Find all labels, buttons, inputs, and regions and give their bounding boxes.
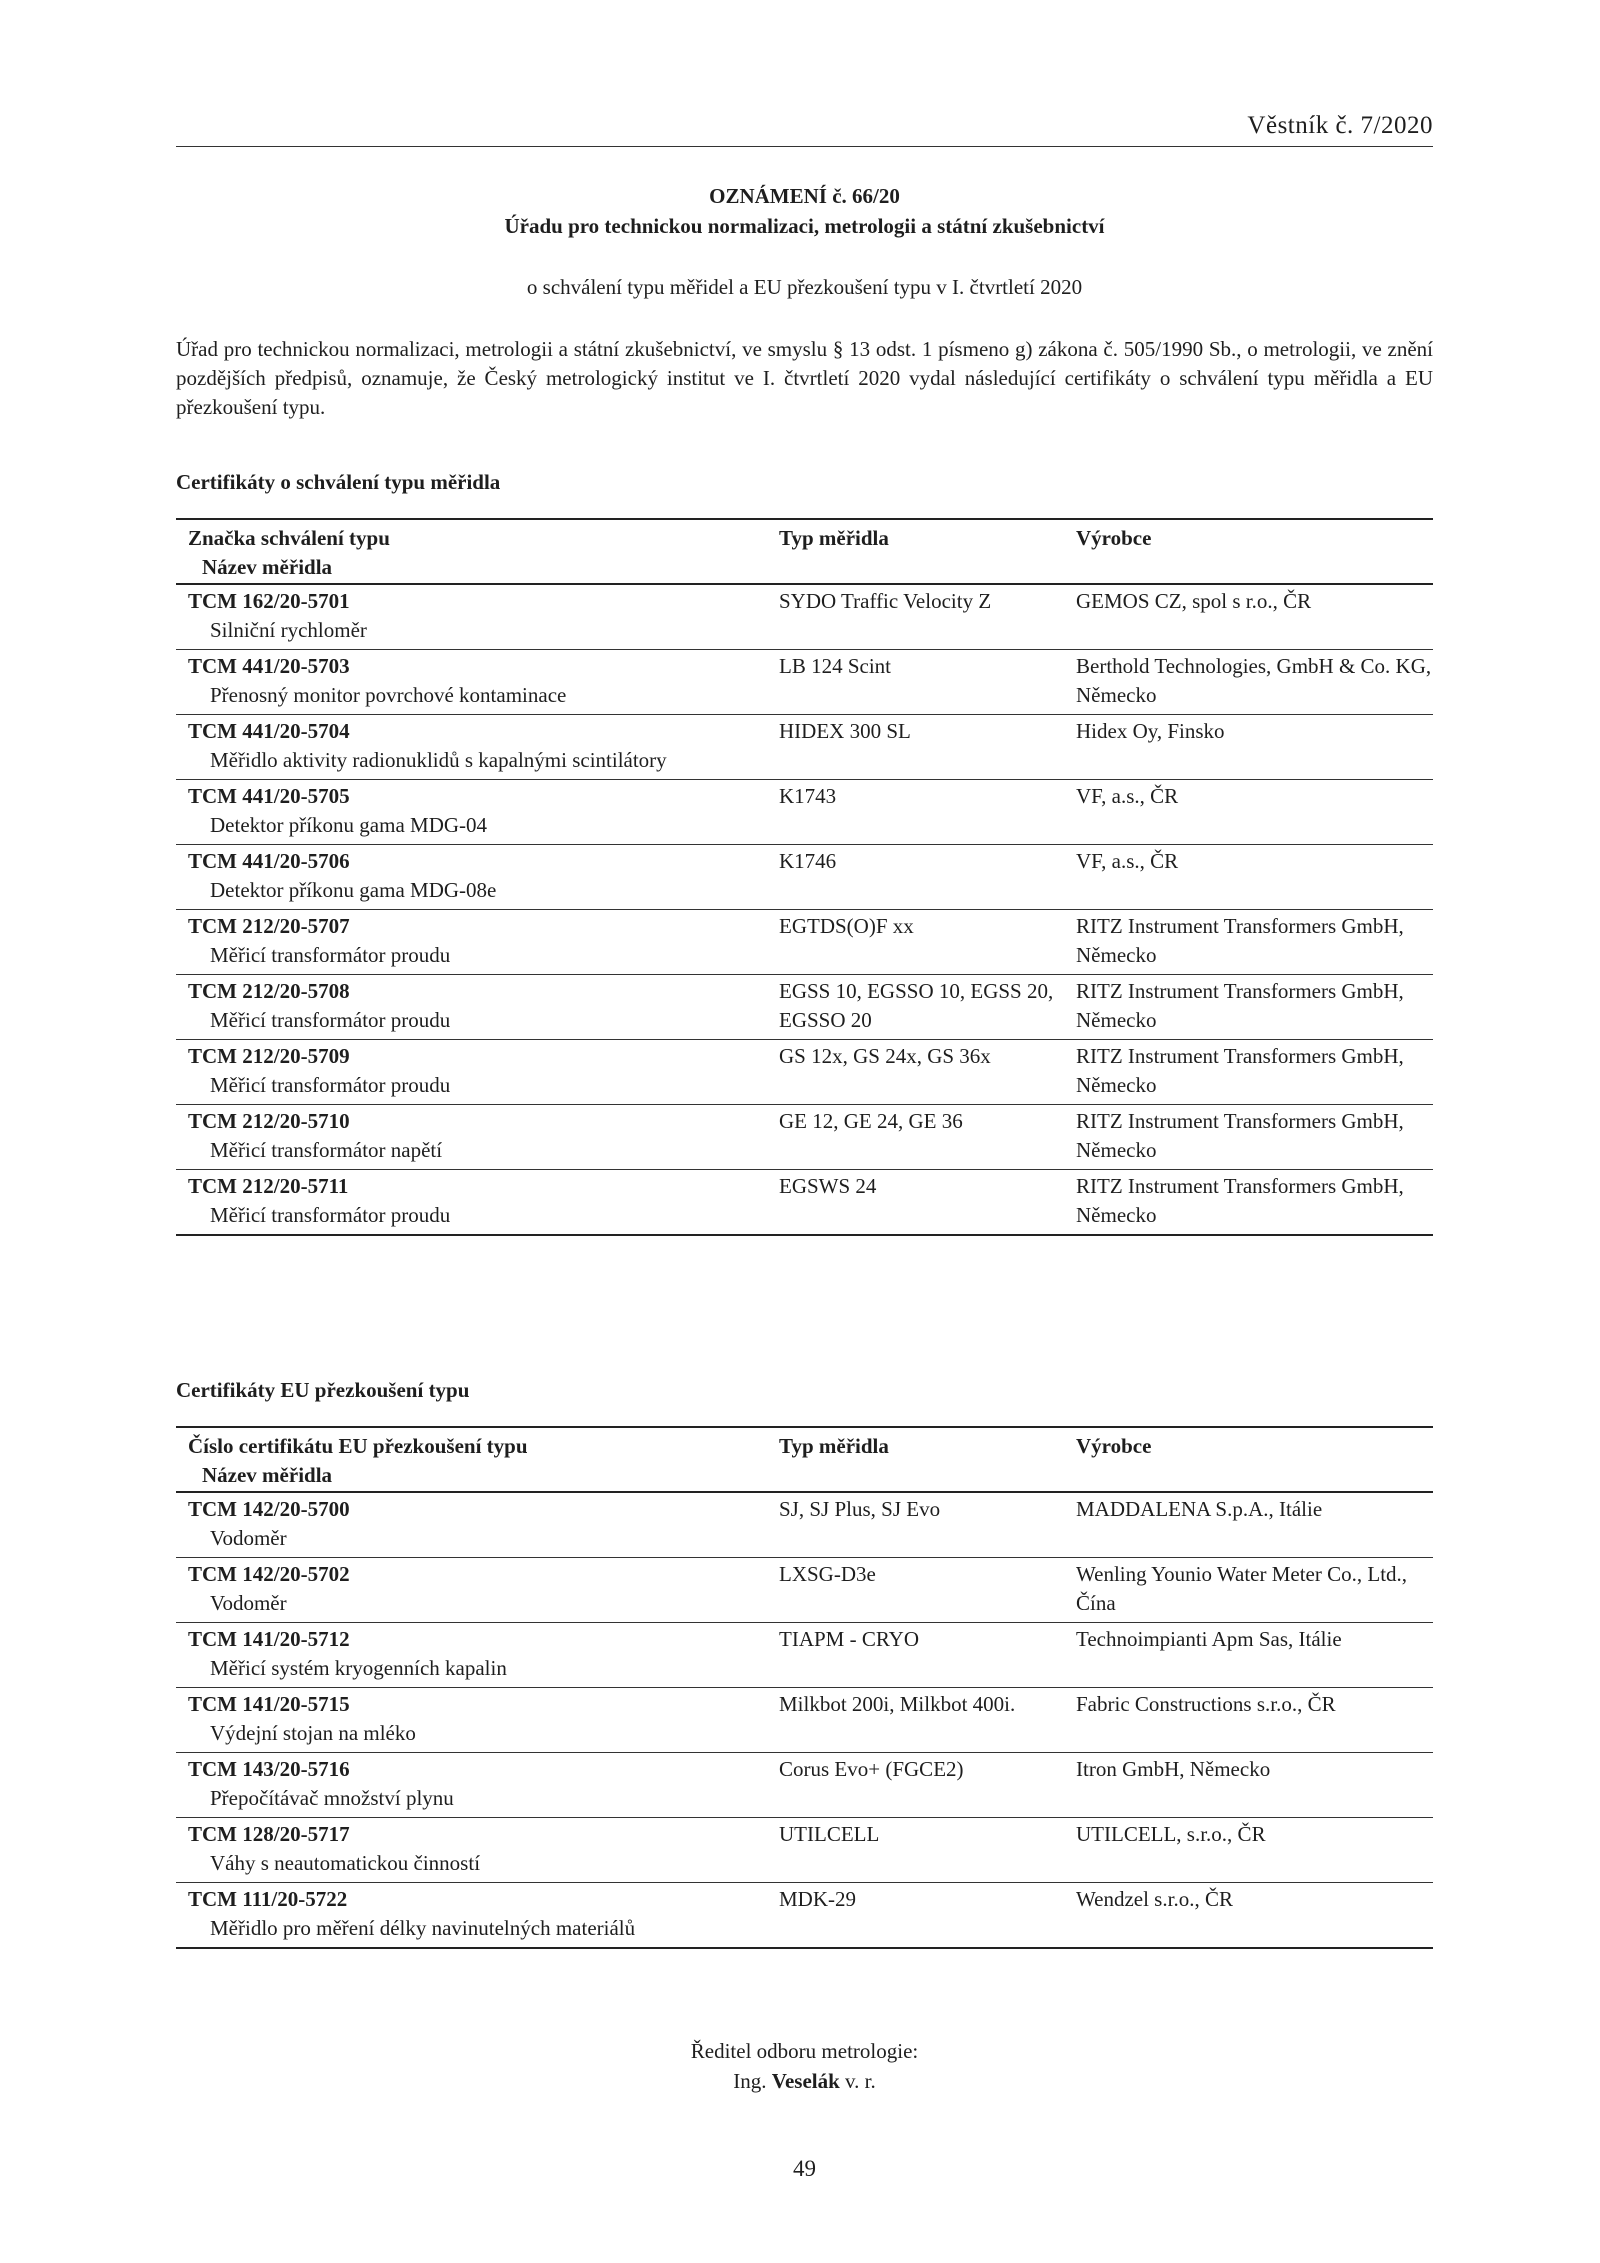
signature-suffix: v. r. xyxy=(845,2069,876,2093)
instrument-name: Měřicí systém kryogenních kapalin xyxy=(210,1656,507,1680)
instrument-type: K1746 xyxy=(779,849,837,873)
column-header-name-label: Název měřidla xyxy=(202,1463,333,1487)
cell-mark-and-name xyxy=(176,1688,779,1753)
table-row xyxy=(176,1105,1433,1170)
cell-mark-and-name xyxy=(176,1558,779,1623)
instrument-name: Měřidlo aktivity radionuklidů s kapalnými scintilátory xyxy=(210,748,667,772)
manufacturer: Fabric Constructions s.r.o., ČR xyxy=(1076,1692,1336,1716)
table-row xyxy=(176,1492,1433,1558)
instrument-type: GE 12, GE 24, GE 36 xyxy=(779,1109,963,1133)
instrument-type: UTILCELL xyxy=(779,1822,880,1846)
instrument-name: Měřicí transformátor proudu xyxy=(210,1073,451,1097)
manufacturer: RITZ Instrument Transformers GmbH, Německo xyxy=(1076,914,1404,967)
approval-mark: TCM 441/20-5705 xyxy=(188,784,350,808)
instrument-type: Corus Evo+ (FGCE2) xyxy=(779,1757,964,1781)
instrument-name: Přepočítávač množství plynu xyxy=(210,1786,454,1810)
table-row xyxy=(176,1040,1433,1105)
instrument-type: SJ, SJ Plus, SJ Evo xyxy=(779,1497,941,1521)
table-row xyxy=(176,1170,1433,1236)
instrument-name: Měřicí transformátor proudu xyxy=(210,943,451,967)
instrument-name: Detektor příkonu gama MDG-08e xyxy=(210,878,497,902)
running-head: Věstník č. 7/2020 xyxy=(1247,112,1433,139)
cell-mark-and-name xyxy=(176,1883,779,1949)
table-header-row xyxy=(176,519,1433,584)
instrument-name: Detektor příkonu gama MDG-04 xyxy=(210,813,488,837)
section-heading-type-approval: Certifikáty o schválení typu měřidla xyxy=(176,470,501,494)
approval-mark: TCM 441/20-5704 xyxy=(188,719,350,743)
table-row xyxy=(176,1753,1433,1818)
announcement-title xyxy=(176,181,1433,241)
instrument-name: Měřicí transformátor napětí xyxy=(210,1138,443,1162)
manufacturer: Hidex Oy, Finsko xyxy=(1076,719,1225,743)
manufacturer: GEMOS CZ, spol s r.o., ČR xyxy=(1076,589,1312,613)
approval-mark: TCM 162/20-5701 xyxy=(188,589,350,613)
instrument-type: LB 124 Scint xyxy=(779,654,892,678)
column-header-mark-label: Značka schválení typu xyxy=(188,526,390,550)
manufacturer: RITZ Instrument Transformers GmbH, Německo xyxy=(1076,979,1404,1032)
type-approval-table xyxy=(176,518,1433,1236)
instrument-type: HIDEX 300 SL xyxy=(779,719,911,743)
table-row xyxy=(176,1688,1433,1753)
table-row xyxy=(176,584,1433,650)
approval-mark: TCM 441/20-5706 xyxy=(188,849,350,873)
cell-mark-and-name xyxy=(176,845,779,910)
instrument-name: Silniční rychloměr xyxy=(210,618,367,642)
eu-examination-table xyxy=(176,1426,1433,1949)
table-row xyxy=(176,1558,1433,1623)
cell-mark-and-name xyxy=(176,1170,779,1236)
table-row xyxy=(176,1623,1433,1688)
column-header-maker: Výrobce xyxy=(1076,1434,1152,1458)
cell-mark-and-name xyxy=(176,715,779,780)
table-row xyxy=(176,1883,1433,1949)
cell-mark-and-name xyxy=(176,584,779,650)
table-row xyxy=(176,650,1433,715)
table-row xyxy=(176,1818,1433,1883)
column-header-type: Typ měřidla xyxy=(779,1434,889,1458)
approval-mark: TCM 111/20-5722 xyxy=(188,1887,348,1911)
manufacturer: VF, a.s., ČR xyxy=(1076,784,1179,808)
manufacturer: RITZ Instrument Transformers GmbH, Německo xyxy=(1076,1174,1404,1227)
cell-mark-and-name xyxy=(176,1753,779,1818)
instrument-type: SYDO Traffic Velocity Z xyxy=(779,589,992,613)
instrument-type: EGTDS(O)F xx xyxy=(779,914,914,938)
approval-mark: TCM 142/20-5702 xyxy=(188,1562,350,1586)
signature-surname: Veselák xyxy=(771,2069,840,2093)
table-header-row xyxy=(176,1427,1433,1492)
section-heading-eu-examination: Certifikáty EU přezkoušení typu xyxy=(176,1378,470,1402)
instrument-name: Váhy s neautomatickou činností xyxy=(210,1851,481,1875)
table-row xyxy=(176,975,1433,1040)
instrument-type: TIAPM - CRYO xyxy=(779,1627,920,1651)
instrument-name: Výdejní stojan na mléko xyxy=(210,1721,416,1745)
instrument-type: Milkbot 200i, Milkbot 400i. xyxy=(779,1692,1016,1716)
intro-paragraph: Úřad pro technickou normalizaci, metrologii a státní zkušebnictví, ve smyslu § 13 odst. 1 písmeno g) zákona č. 505/1990 Sb., o metrologii, ve znění pozdějších předpisů, oznamuje, že Český metrologický institut ve I. čtvrtletí 2020 vydal následující certifikáty o schválení typu měřidla a EU přezkoušení typu. xyxy=(176,337,1433,419)
instrument-name: Měřicí transformátor proudu xyxy=(210,1008,451,1032)
approval-mark: TCM 212/20-5707 xyxy=(188,914,350,938)
subtitle: o schválení typu měřidel a EU přezkoušení typu v I. čtvrtletí 2020 xyxy=(526,275,1083,299)
column-header-certificate-label: Číslo certifikátu EU přezkoušení typu xyxy=(188,1434,528,1458)
column-header-maker: Výrobce xyxy=(1076,526,1152,550)
manufacturer: Wenling Younio Water Meter Co., Ltd., Čína xyxy=(1076,1562,1408,1615)
manufacturer: Wendzel s.r.o., ČR xyxy=(1076,1887,1233,1911)
signature-prefix: Ing. xyxy=(733,2069,767,2093)
column-header-name-label: Název měřidla xyxy=(202,555,333,579)
instrument-type: GS 12x, GS 24x, GS 36x xyxy=(779,1044,991,1068)
cell-mark-and-name xyxy=(176,975,779,1040)
instrument-type: EGSS 10, EGSSO 10, EGSS 20, EGSSO 20 xyxy=(779,979,1054,1032)
title-line-1: OZNÁMENÍ č. 66/20 xyxy=(709,184,900,208)
cell-mark-and-name xyxy=(176,1492,779,1558)
header-rule xyxy=(176,146,1433,147)
manufacturer: Berthold Technologies, GmbH & Co. KG, Německo xyxy=(1076,654,1432,707)
cell-mark-and-name xyxy=(176,1105,779,1170)
approval-mark: TCM 212/20-5709 xyxy=(188,1044,350,1068)
manufacturer: Itron GmbH, Německo xyxy=(1076,1757,1271,1781)
cell-mark-and-name xyxy=(176,650,779,715)
signature-block xyxy=(176,2036,1433,2096)
instrument-name: Vodoměr xyxy=(210,1591,287,1615)
cell-mark-and-name xyxy=(176,1818,779,1883)
signature-name xyxy=(176,2066,1433,2096)
cell-mark-and-name xyxy=(176,910,779,975)
cell-mark-and-name xyxy=(176,1040,779,1105)
manufacturer: MADDALENA S.p.A., Itálie xyxy=(1076,1497,1323,1521)
column-header-mark xyxy=(176,519,779,584)
table-row xyxy=(176,780,1433,845)
instrument-name: Měřidlo pro měření délky navinutelných materiálů xyxy=(210,1916,636,1940)
title-line-2: Úřadu pro technickou normalizaci, metrologii a státní zkušebnictví xyxy=(504,214,1105,238)
table-row xyxy=(176,715,1433,780)
instrument-type: EGSWS 24 xyxy=(779,1174,877,1198)
approval-mark: TCM 143/20-5716 xyxy=(188,1757,350,1781)
instrument-name: Vodoměr xyxy=(210,1526,287,1550)
approval-mark: TCM 212/20-5711 xyxy=(188,1174,349,1198)
column-header-type: Typ měřidla xyxy=(779,526,889,550)
manufacturer: Technoimpianti Apm Sas, Itálie xyxy=(1076,1627,1342,1651)
manufacturer: VF, a.s., ČR xyxy=(1076,849,1179,873)
cell-mark-and-name xyxy=(176,1623,779,1688)
approval-mark: TCM 141/20-5715 xyxy=(188,1692,350,1716)
page-number: 49 xyxy=(793,2156,816,2181)
instrument-type: LXSG-D3e xyxy=(779,1562,876,1586)
manufacturer: UTILCELL, s.r.o., ČR xyxy=(1076,1822,1266,1846)
approval-mark: TCM 212/20-5708 xyxy=(188,979,350,1003)
column-header-certificate xyxy=(176,1427,779,1492)
approval-mark: TCM 142/20-5700 xyxy=(188,1497,350,1521)
table-row xyxy=(176,845,1433,910)
cell-mark-and-name xyxy=(176,780,779,845)
manufacturer: RITZ Instrument Transformers GmbH, Německo xyxy=(1076,1109,1404,1162)
signature-role: Ředitel odboru metrologie: xyxy=(690,2039,919,2063)
approval-mark: TCM 212/20-5710 xyxy=(188,1109,350,1133)
instrument-type: K1743 xyxy=(779,784,837,808)
approval-mark: TCM 128/20-5717 xyxy=(188,1822,350,1846)
table-row xyxy=(176,910,1433,975)
approval-mark: TCM 141/20-5712 xyxy=(188,1627,350,1651)
manufacturer: RITZ Instrument Transformers GmbH, Německo xyxy=(1076,1044,1404,1097)
approval-mark: TCM 441/20-5703 xyxy=(188,654,350,678)
instrument-type: MDK-29 xyxy=(779,1887,856,1911)
instrument-name: Měřicí transformátor proudu xyxy=(210,1203,451,1227)
instrument-name: Přenosný monitor povrchové kontaminace xyxy=(210,683,567,707)
